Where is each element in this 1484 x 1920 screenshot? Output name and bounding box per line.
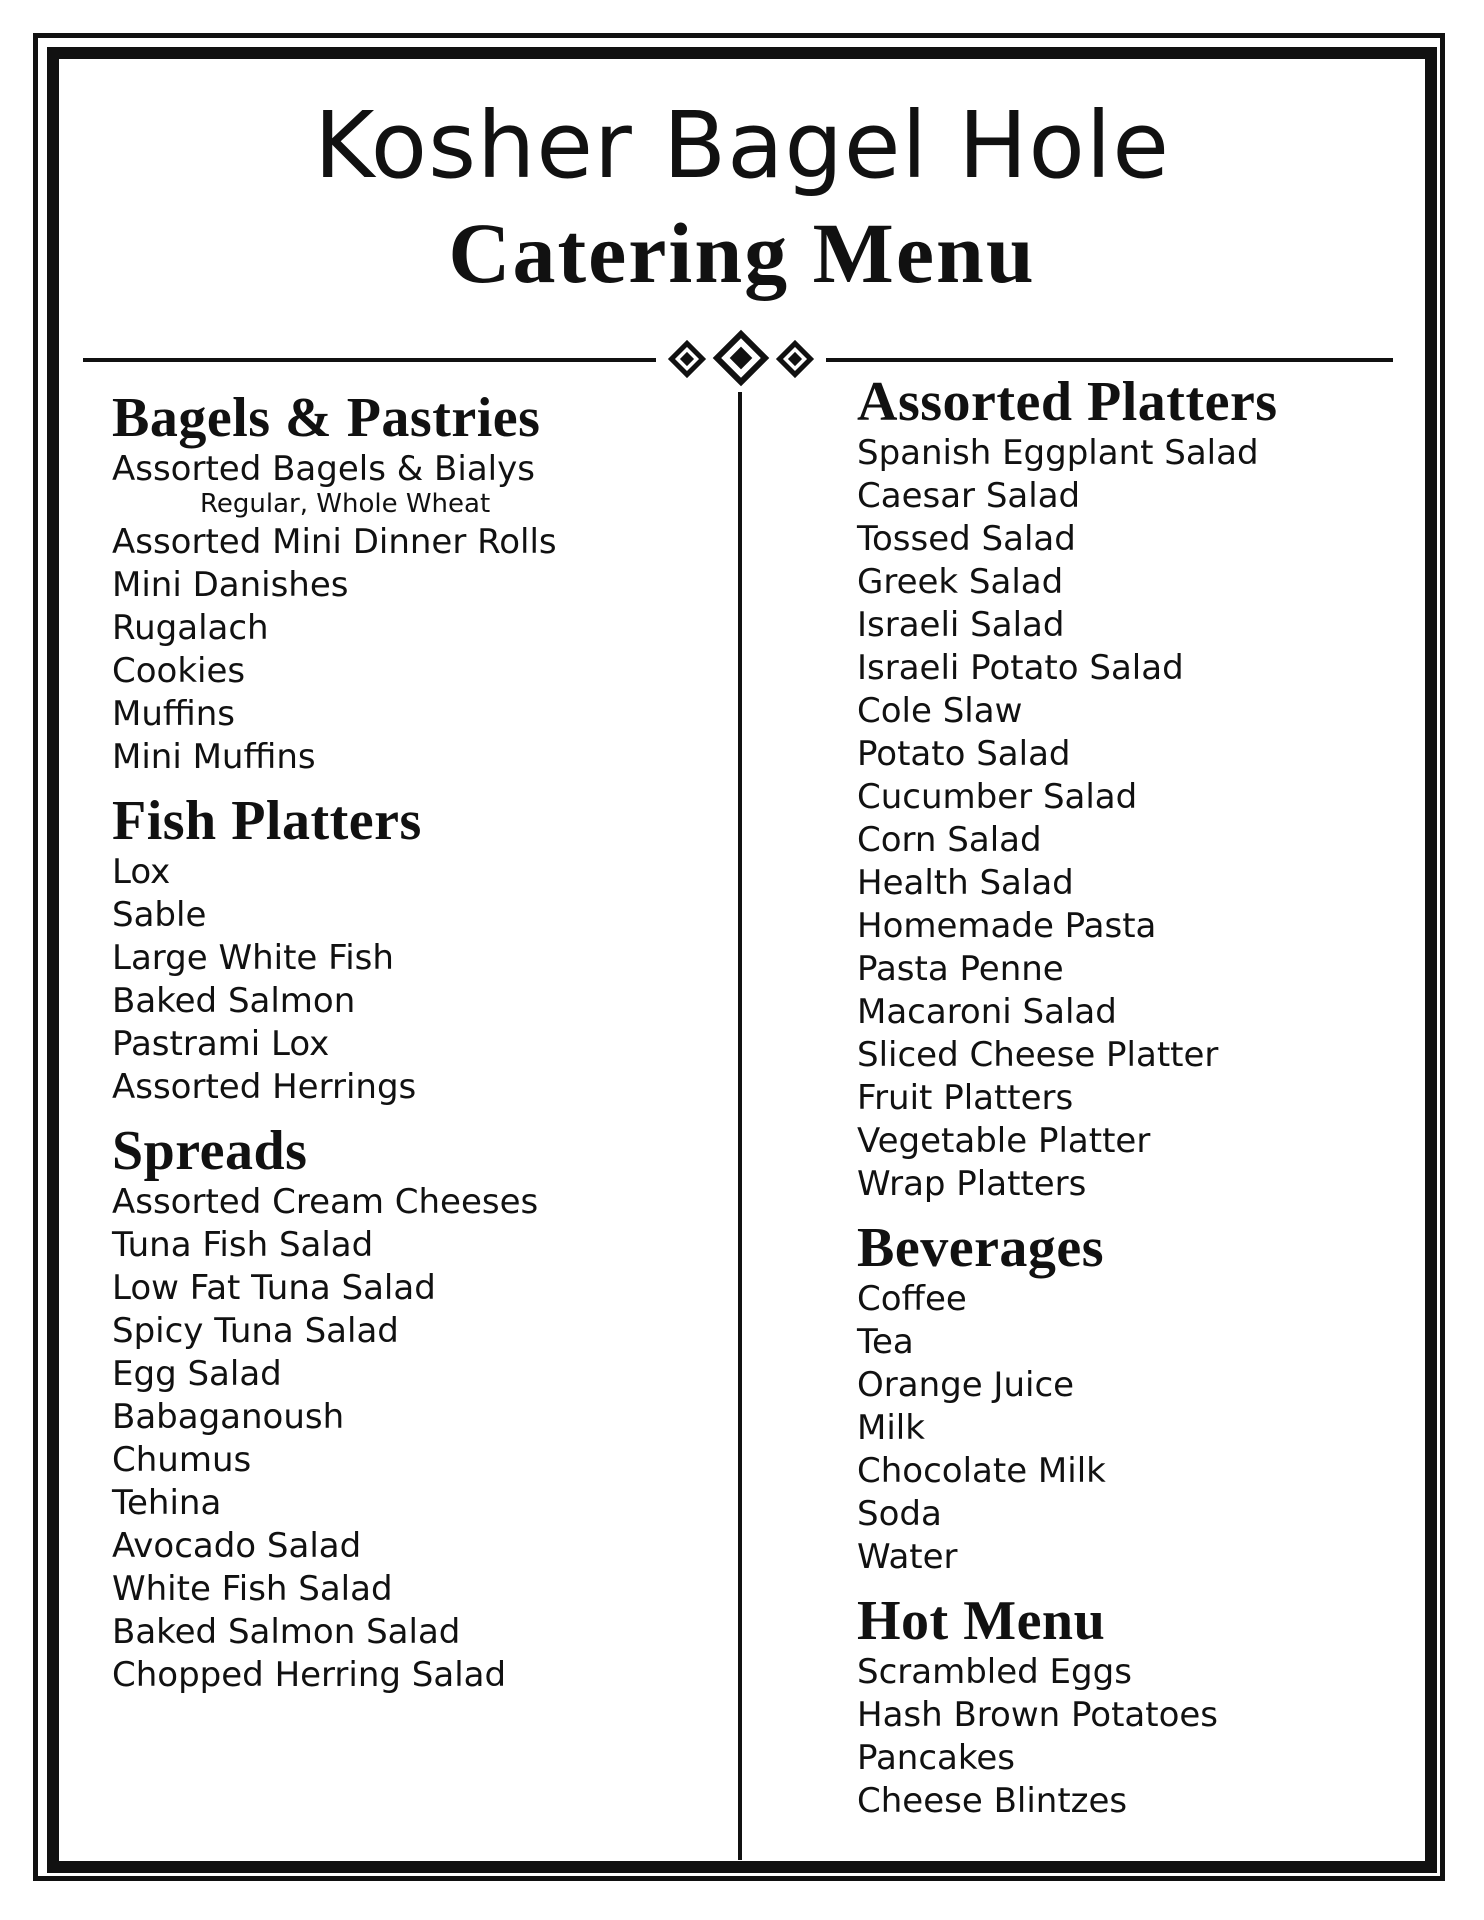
menu-item xyxy=(112,1482,712,1525)
menu-item xyxy=(857,1077,1417,1120)
menu-item-name: Cucumber Salad xyxy=(857,777,1138,817)
menu-item-name: Assorted Herrings xyxy=(112,1067,417,1107)
menu-item-list xyxy=(857,432,1417,1206)
menu-item xyxy=(112,1181,712,1224)
menu-item xyxy=(857,1034,1417,1077)
page-subtitle: Catering Menu xyxy=(448,205,1036,301)
section-heading: Fish Platters xyxy=(112,790,422,852)
menu-item xyxy=(857,1407,1417,1450)
menu-item xyxy=(112,448,712,521)
menu-item-name: Potato Salad xyxy=(857,734,1071,774)
header-rule-right xyxy=(826,358,1393,362)
menu-item xyxy=(857,1278,1417,1321)
menu-item-name: Avocado Salad xyxy=(112,1526,362,1566)
menu-item-name: Hash Brown Potatoes xyxy=(857,1695,1219,1735)
menu-item xyxy=(112,937,712,980)
menu-item xyxy=(857,991,1417,1034)
menu-item-name: Pasta Penne xyxy=(857,949,1064,989)
menu-item-name: Scrambled Eggs xyxy=(857,1652,1132,1692)
section-heading: Spreads xyxy=(112,1120,308,1182)
menu-item-name: Homemade Pasta xyxy=(857,906,1157,946)
menu-item-name: Assorted Bagels & Bialys xyxy=(112,449,535,489)
menu-item-list xyxy=(112,448,712,779)
menu-item xyxy=(857,948,1417,991)
menu-item-name: Cheese Blintzes xyxy=(857,1781,1128,1821)
menu-item-list xyxy=(857,1278,1417,1579)
menu-item-name: Babaganoush xyxy=(112,1397,345,1437)
menu-item xyxy=(112,607,712,650)
menu-item-name: Baked Salmon xyxy=(112,981,356,1021)
menu-item-name: Coffee xyxy=(857,1279,967,1319)
menu-item-name: Sable xyxy=(112,895,207,935)
menu-item-list xyxy=(112,1181,712,1697)
menu-item-name: Sliced Cheese Platter xyxy=(857,1035,1219,1075)
menu-item xyxy=(857,733,1417,776)
menu-item xyxy=(112,1525,712,1568)
menu-item-name: Pancakes xyxy=(857,1738,1015,1778)
menu-item xyxy=(857,776,1417,819)
menu-item-name: Health Salad xyxy=(857,863,1074,903)
menu-item-name: Rugalach xyxy=(112,608,269,648)
menu-item xyxy=(857,1450,1417,1493)
menu-item xyxy=(112,1066,712,1109)
menu-item-name: Muffins xyxy=(112,694,236,734)
menu-item xyxy=(112,1396,712,1439)
menu-section-assorted-platters xyxy=(857,372,1417,1206)
menu-item xyxy=(112,1224,712,1267)
menu-item-name: Lox xyxy=(112,852,171,892)
menu-item-name: Soda xyxy=(857,1494,942,1534)
header-rule-left xyxy=(83,358,656,362)
menu-item-name: Chopped Herring Salad xyxy=(112,1655,507,1695)
menu-item xyxy=(857,1321,1417,1364)
menu-item-name: Egg Salad xyxy=(112,1354,282,1394)
menu-item xyxy=(857,604,1417,647)
menu-item-name: Spicy Tuna Salad xyxy=(112,1311,399,1351)
menu-item-name: Israeli Potato Salad xyxy=(857,648,1184,688)
menu-section-fish-platters xyxy=(112,791,712,1109)
menu-item-name: Pastrami Lox xyxy=(112,1024,330,1064)
menu-item-name: Wrap Platters xyxy=(857,1164,1087,1204)
menu-item xyxy=(857,1364,1417,1407)
column-divider xyxy=(738,392,742,1860)
menu-item-name: Low Fat Tuna Salad xyxy=(112,1268,436,1308)
menu-section-hot-menu xyxy=(857,1591,1417,1823)
menu-item xyxy=(112,736,712,779)
menu-item xyxy=(857,862,1417,905)
menu-section-spreads xyxy=(112,1121,712,1697)
menu-item xyxy=(112,1353,712,1396)
menu-item xyxy=(857,432,1417,475)
menu-item-name: White Fish Salad xyxy=(112,1569,393,1609)
menu-item xyxy=(857,905,1417,948)
menu-item xyxy=(112,1310,712,1353)
menu-item-name: Israeli Salad xyxy=(857,605,1065,645)
menu-item-name: Assorted Cream Cheeses xyxy=(112,1182,539,1222)
menu-item xyxy=(112,1654,712,1697)
menu-section-bagels-and-pastries xyxy=(112,388,712,779)
menu-item-name: Macaroni Salad xyxy=(857,992,1117,1032)
menu-item-name: Fruit Platters xyxy=(857,1078,1074,1118)
menu-item-list xyxy=(112,851,712,1109)
menu-item-name: Large White Fish xyxy=(112,938,394,978)
menu-item-note: Regular, Whole Wheat xyxy=(200,489,491,519)
menu-item xyxy=(857,690,1417,733)
menu-item xyxy=(857,1694,1417,1737)
page-title: Kosher Bagel Hole xyxy=(314,92,1170,199)
left-column xyxy=(112,388,712,1709)
menu-section-beverages xyxy=(857,1218,1417,1579)
menu-item-name: Tossed Salad xyxy=(857,519,1076,559)
menu-item xyxy=(112,894,712,937)
menu-item xyxy=(857,1163,1417,1206)
menu-item xyxy=(857,1493,1417,1536)
menu-item xyxy=(112,1023,712,1066)
menu-item xyxy=(857,561,1417,604)
menu-item xyxy=(112,1439,712,1482)
menu-item-name: Mini Muffins xyxy=(112,737,316,777)
menu-item xyxy=(112,650,712,693)
menu-item-name: Spanish Eggplant Salad xyxy=(857,433,1259,473)
menu-item xyxy=(857,518,1417,561)
menu-item-list xyxy=(857,1651,1417,1823)
menu-item-name: Caesar Salad xyxy=(857,476,1081,516)
menu-item xyxy=(857,1120,1417,1163)
menu-item-name: Water xyxy=(857,1537,958,1577)
menu-item-name: Chocolate Milk xyxy=(857,1451,1106,1491)
section-heading: Beverages xyxy=(857,1217,1105,1279)
menu-item xyxy=(112,980,712,1023)
menu-item xyxy=(112,1568,712,1611)
section-heading: Bagels & Pastries xyxy=(112,387,541,449)
menu-item xyxy=(857,1536,1417,1579)
menu-item-name: Greek Salad xyxy=(857,562,1064,602)
menu-item xyxy=(112,1267,712,1310)
menu-item-name: Tea xyxy=(857,1322,914,1362)
menu-item-name: Milk xyxy=(857,1408,925,1448)
section-heading: Assorted Platters xyxy=(857,371,1278,433)
menu-item xyxy=(857,647,1417,690)
menu-item xyxy=(112,1611,712,1654)
menu-item xyxy=(112,564,712,607)
diamond-ornament-icon xyxy=(662,326,820,394)
menu-item-name: Tuna Fish Salad xyxy=(112,1225,374,1265)
section-heading: Hot Menu xyxy=(857,1590,1106,1652)
menu-item xyxy=(857,819,1417,862)
menu-item xyxy=(112,521,712,564)
menu-item xyxy=(112,851,712,894)
menu-item-name: Vegetable Platter xyxy=(857,1121,1151,1161)
menu-item xyxy=(857,475,1417,518)
menu-item-name: Baked Salmon Salad xyxy=(112,1612,461,1652)
menu-item-name: Corn Salad xyxy=(857,820,1042,860)
menu-item-name: Orange Juice xyxy=(857,1365,1075,1405)
menu-item-name: Mini Danishes xyxy=(112,565,349,605)
menu-item xyxy=(857,1651,1417,1694)
menu-item xyxy=(857,1737,1417,1780)
menu-item-name: Chumus xyxy=(112,1440,252,1480)
menu-item-name: Cookies xyxy=(112,651,246,691)
menu-item-name: Assorted Mini Dinner Rolls xyxy=(112,522,557,562)
menu-item xyxy=(112,693,712,736)
menu-item xyxy=(857,1780,1417,1823)
right-column xyxy=(857,372,1417,1835)
menu-item-name: Tehina xyxy=(112,1483,222,1523)
menu-item-name: Cole Slaw xyxy=(857,691,1023,731)
